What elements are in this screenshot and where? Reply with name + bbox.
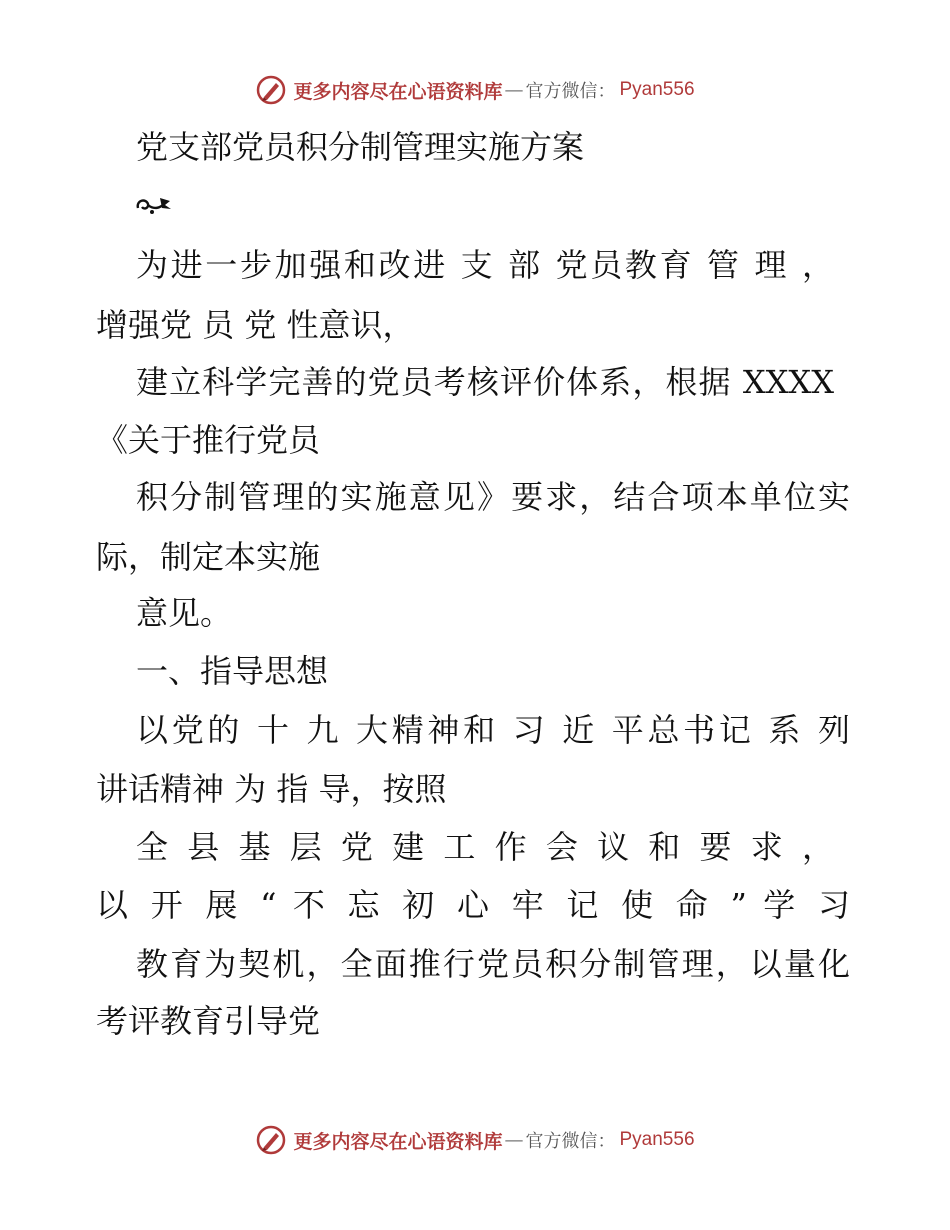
body-line: 增强党 员 党 性意识，	[96, 306, 415, 344]
body-line: 为进一步加强和改进 支 部 党员教育 管 理 ，	[136, 246, 834, 284]
body-line: 考评教育引导党	[96, 1002, 321, 1040]
body-line: 意见。	[136, 594, 233, 632]
banner-dash: —	[504, 79, 524, 101]
decorative-flourish-icon	[134, 192, 174, 218]
banner-wechat-label: 官方微信	[525, 81, 598, 102]
banner-wechat-id: Pyan556	[619, 1129, 695, 1150]
document-title: 党支部党员积分制管理实施方案	[136, 128, 585, 166]
header-banner	[0, 70, 950, 110]
banner-title: 更多内容尽在心语资料库	[293, 80, 503, 103]
body-line: 建立科学完善的党员考核评价体系，根据 XXXX	[136, 363, 834, 401]
pen-seal-icon	[255, 1124, 287, 1156]
footer-banner	[0, 1120, 950, 1160]
banner-wechat-label: 官方微信	[525, 1131, 598, 1152]
pen-seal-icon	[255, 74, 287, 106]
body-line: 讲话精神 为 指 导，按照	[96, 770, 447, 808]
body-line: 际，制定本实施	[96, 538, 321, 576]
body-line: 积分制管理的实施意见》要求，结合项本单位实	[136, 478, 850, 516]
body-line: 《关于推行党员	[96, 421, 321, 459]
banner-colon: ：	[597, 1131, 616, 1152]
banner-dash: —	[504, 1129, 524, 1151]
body-line: 以 开 展 “ 不 忘 初 心 牢 记 使 命 ” 学 习	[96, 886, 850, 924]
banner-title: 更多内容尽在心语资料库	[293, 1130, 503, 1153]
body-line: 以党的 十 九 大精神和 习 近 平总书记 系 列	[136, 711, 850, 749]
body-line: 全 县 基 层 党 建 工 作 会 议 和 要 求 ，	[136, 828, 834, 866]
banner-colon: ：	[597, 81, 616, 102]
body-line: 教育为契机，全面推行党员积分制管理，以量化	[136, 945, 850, 983]
banner-wechat-id: Pyan556	[619, 79, 695, 100]
section-heading: 一、指导思想	[136, 652, 329, 690]
